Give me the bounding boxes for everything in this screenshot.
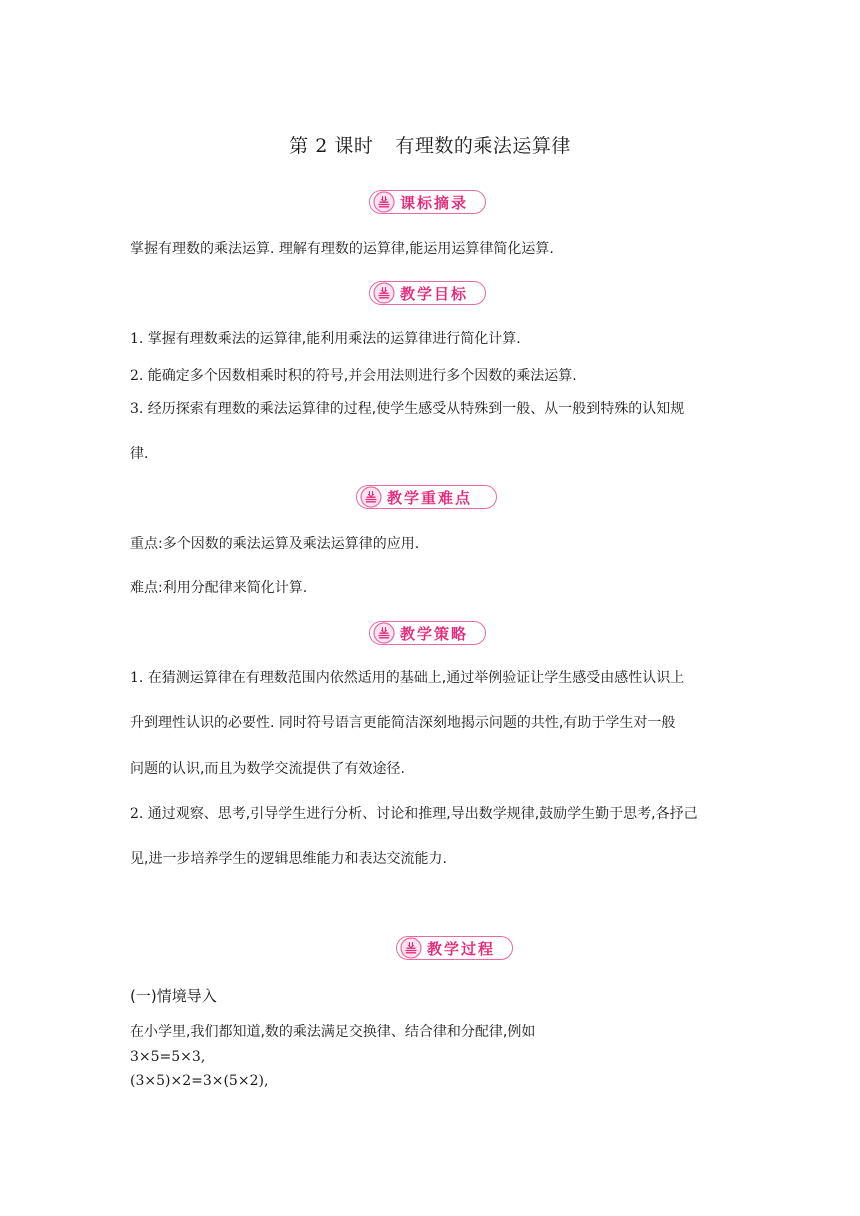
process-intro: 在小学里,我们都知道,数的乘法满足交换律、结合律和分配律,例如 xyxy=(130,1024,536,1040)
section-badge-key-points xyxy=(356,485,497,509)
stacked-books-icon xyxy=(359,485,383,509)
strategy-item-continuation: 升到理性认识的必要性. 同时符号语言更能简洁深刻地揭示问题的共性,有助于学生对一般 xyxy=(130,715,676,731)
lesson-number: 第 2 课时 xyxy=(289,135,374,157)
section-title: 教学重难点 xyxy=(387,488,473,507)
equation-associative: (3×5)×2=3×(5×2), xyxy=(130,1073,269,1089)
stacked-books-icon xyxy=(399,936,423,960)
lesson-title: 有理数的乘法运算律 xyxy=(395,135,571,157)
key-point-important: 重点:多个因数的乘法运算及乘法运算律的应用. xyxy=(130,536,420,552)
goal-item-continuation: 律. xyxy=(130,446,149,462)
section-title: 教学目标 xyxy=(400,284,469,303)
goal-item: 2. 能确定多个因数相乘时积的符号,并会用法则进行多个因数的乘法运算. xyxy=(130,368,577,384)
section-badge-standard xyxy=(369,190,486,214)
section-badge-goals xyxy=(369,281,486,305)
process-subheading: (一)情境导入 xyxy=(130,987,217,1005)
strategy-item-continuation: 见,进一步培养学生的逻辑思维能力和表达交流能力. xyxy=(130,851,447,867)
section-title: 教学过程 xyxy=(427,939,496,958)
goal-item: 3. 经历探索有理数的乘法运算律的过程,使学生感受从特殊到一般、从一般到特殊的认知规 xyxy=(130,401,685,417)
strategy-item: 2. 通过观察、思考,引导学生进行分析、讨论和推理,导出数学规律,鼓励学生勤于思考,各抒己 xyxy=(130,806,698,822)
standard-text: 掌握有理数的乘法运算. 理解有理数的运算律,能运用运算律简化运算. xyxy=(130,241,554,257)
equation-commutative: 3×5=5×3, xyxy=(130,1049,206,1065)
section-title: 教学策略 xyxy=(400,624,469,643)
goal-item: 1. 掌握有理数乘法的运算律,能利用乘法的运算律进行简化计算. xyxy=(130,331,521,347)
section-badge-process xyxy=(396,936,513,960)
stacked-books-icon xyxy=(372,190,396,214)
page-title xyxy=(0,131,860,158)
strategy-item: 1. 在猜测运算律在有理数范围内依然适用的基础上,通过举例验证让学生感受由感性认识上 xyxy=(130,670,685,686)
strategy-item-continuation: 问题的认识,而且为数学交流提供了有效途径. xyxy=(130,761,405,777)
stacked-books-icon xyxy=(372,621,396,645)
section-title: 课标摘录 xyxy=(400,193,469,212)
stacked-books-icon xyxy=(372,281,396,305)
key-point-difficult: 难点:利用分配律来简化计算. xyxy=(130,580,308,596)
section-badge-strategy xyxy=(369,621,486,645)
